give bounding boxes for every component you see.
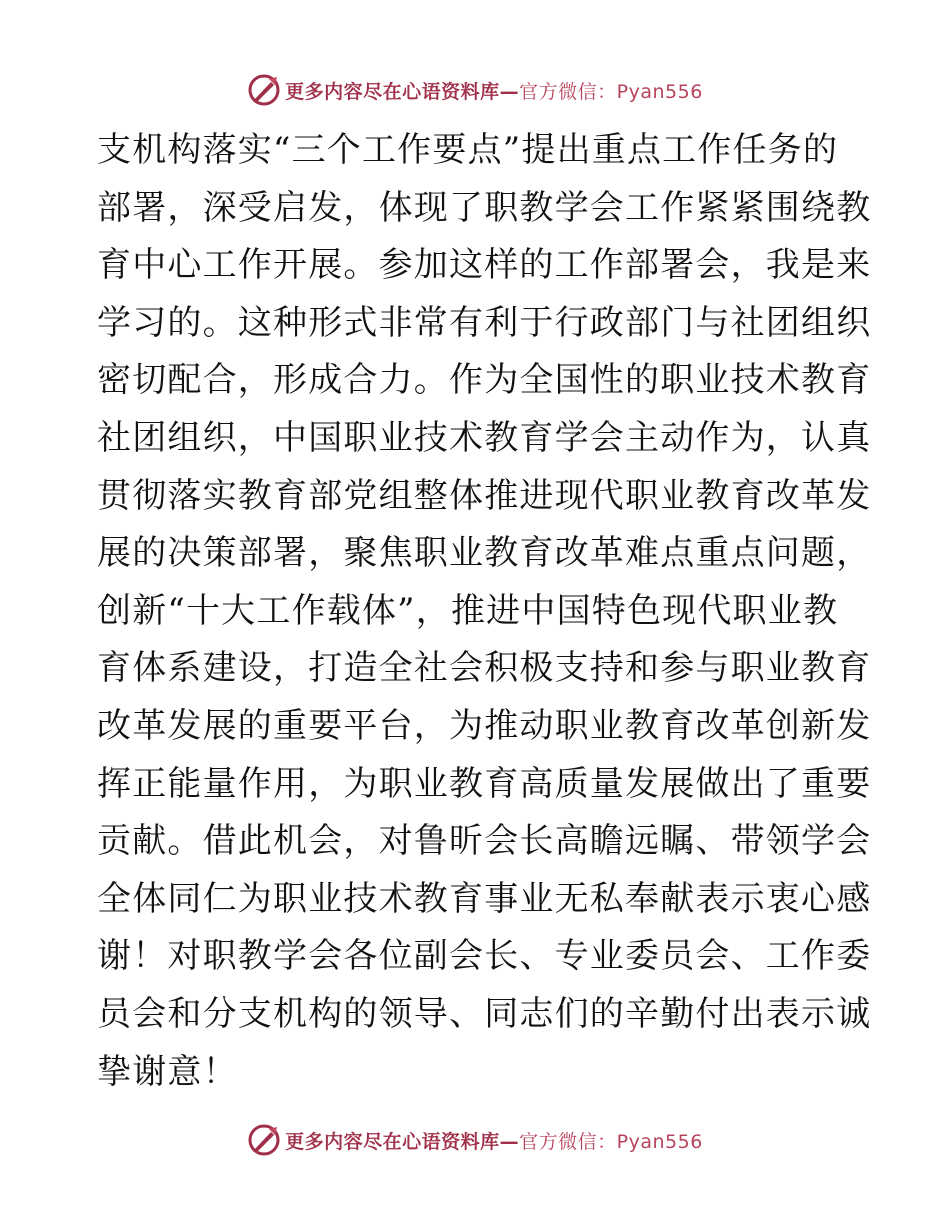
quill-pen-logo-icon [247, 73, 281, 107]
body-line: 贡献。借此机会，对鲁昕会长高瞻远瞩、带领学会 [97, 821, 872, 862]
body-line: 部署，深受启发，体现了职教学会工作紧紧围绕教 [97, 187, 872, 228]
body-line: 学习的。这种形式非常有利于行政部门与社团组织 [97, 302, 872, 343]
body-line: 改革发展的重要平台，为推动职业教育改革创新发 [97, 705, 872, 746]
banner-wechat-text: 官方微信：Pyan556 [519, 1130, 703, 1153]
banner-main-text: 更多内容尽在心语资料库— [285, 80, 520, 103]
body-line: 挚谢意！ [97, 1051, 238, 1092]
quill-pen-logo-icon [247, 1123, 281, 1157]
body-line: 展的决策部署，聚焦职业教育改革难点重点问题， [97, 533, 872, 574]
body-line: 育中心工作开展。参加这样的工作部署会，我是来 [97, 245, 872, 286]
body-line: 员会和分支机构的领导、同志们的辛勤付出表示诚 [97, 993, 872, 1034]
body-line: 密切配合，形成合力。作为全国性的职业技术教育 [97, 360, 872, 401]
body-line: 全体同仁为职业技术教育事业无私奉献表示衷心感 [97, 878, 872, 919]
body-line: 育体系建设，打造全社会积极支持和参与职业教育 [97, 648, 872, 689]
banner-main-text: 更多内容尽在心语资料库— [285, 1130, 520, 1153]
footer-watermark-banner [0, 1120, 950, 1160]
body-line: 支机构落实“三个工作要点”提出重点工作任务的 [97, 130, 839, 170]
document-body [97, 122, 872, 1101]
body-line: 挥正能量作用，为职业教育高质量发展做出了重要 [97, 763, 872, 804]
banner-text [285, 1127, 703, 1154]
body-line: 创新“十大工作载体”，推进中国特色现代职业教 [97, 590, 839, 631]
header-watermark-banner [0, 70, 950, 110]
banner-text [285, 77, 703, 104]
body-line: 贯彻落实教育部党组整体推进现代职业教育改革发 [97, 475, 872, 516]
banner-wechat-text: 官方微信：Pyan556 [519, 80, 703, 103]
body-line: 社团组织，中国职业技术教育学会主动作为，认真 [97, 417, 872, 458]
body-line: 谢！对职教学会各位副会长、专业委员会、工作委 [97, 936, 872, 977]
